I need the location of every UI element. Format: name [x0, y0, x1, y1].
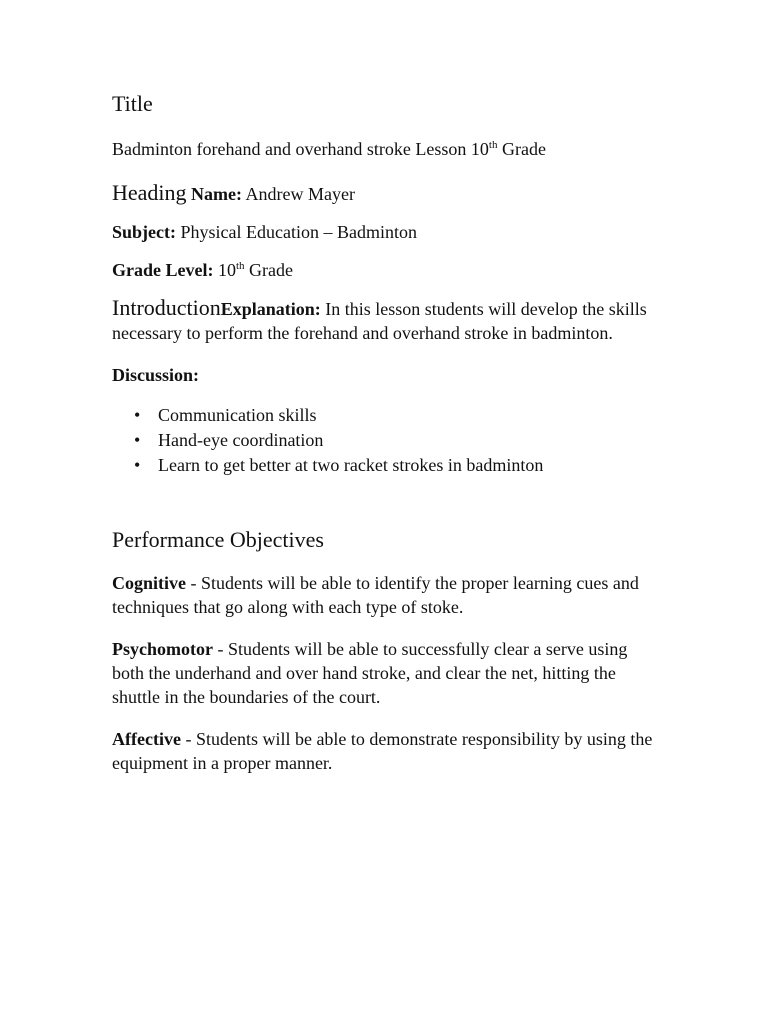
bullet-icon: •: [134, 405, 141, 425]
heading-name-row: [112, 179, 658, 208]
name-label: Name:: [191, 184, 243, 204]
list-item: [134, 453, 658, 478]
list-item: [134, 403, 658, 428]
explanation-text: In this lesson students will develop the skills necessary to perform the forehand and overhand stroke in badminton.: [112, 299, 647, 343]
lesson-title-sup: th: [488, 139, 498, 151]
performance-objectives-heading: Performance Objectives: [112, 527, 324, 552]
discussion-list: [112, 403, 658, 478]
grade-level-row: [112, 258, 658, 282]
explanation-label: Explanation:: [220, 299, 321, 319]
list-item-text: Hand-eye coordination: [158, 430, 324, 450]
list-item: [134, 428, 658, 453]
subject-row: [112, 220, 658, 244]
lesson-title-after: Grade: [497, 139, 546, 159]
objective-label: Psychomotor: [112, 639, 213, 659]
grade-label: Grade Level:: [112, 260, 214, 280]
objective-text: - Students will be able to identify the proper learning cues and techniques that go along with each type of stoke.: [112, 573, 639, 617]
objective-text: - Students will be able to successfully clear a serve using both the underhand and over hand stroke, and clear the net, hitting the shuttle in the boundaries of the court.: [112, 639, 628, 707]
discussion-label: Discussion:: [112, 365, 200, 385]
objective-label: Affective: [112, 729, 181, 749]
objective-cognitive: [112, 571, 658, 619]
name-value: Andrew Mayer: [242, 184, 355, 204]
title-section-heading: Title: [112, 91, 153, 116]
heading-section-heading: Heading: [112, 180, 187, 205]
bullet-icon: •: [134, 430, 141, 450]
introduction-heading: Introduction: [112, 295, 221, 320]
list-item-text: Learn to get better at two racket strokes in badminton: [158, 455, 544, 475]
introduction-paragraph: [112, 296, 658, 345]
grade-after: Grade: [244, 260, 294, 280]
lesson-title: [112, 137, 658, 161]
objective-affective: [112, 727, 658, 775]
objective-text: - Students will be able to demonstrate responsibility by using the equipment in a proper manner.: [112, 729, 653, 773]
subject-value: Physical Education – Badminton: [176, 222, 417, 242]
list-item-text: Communication skills: [158, 405, 317, 425]
bullet-icon: •: [134, 455, 141, 475]
grade-value: 10: [213, 260, 236, 280]
grade-sup: th: [235, 260, 245, 272]
lesson-title-text: Badminton forehand and overhand stroke Lesson 10: [112, 139, 489, 159]
objective-psychomotor: [112, 637, 658, 709]
subject-label: Subject:: [112, 222, 176, 242]
objective-label: Cognitive: [112, 573, 186, 593]
